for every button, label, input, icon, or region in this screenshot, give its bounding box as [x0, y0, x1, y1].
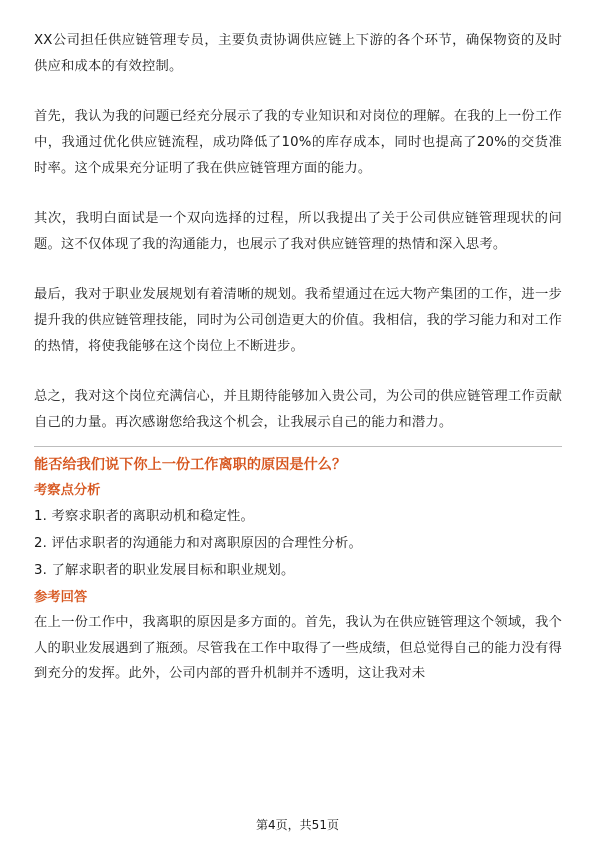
answer-heading: 参考回答 — [34, 590, 88, 605]
page-content — [34, 28, 562, 687]
analysis-point: 3. 了解求职者的职业发展目标和职业规划。 — [34, 563, 295, 578]
analysis-point: 2. 评估求职者的沟通能力和对离职原因的合理性分析。 — [34, 536, 362, 551]
body-paragraph: XX公司担任供应链管理专员，主要负责协调供应链上下游的各个环节，确保物资的及时供应和成本的有效控制。 — [34, 33, 562, 74]
analysis-heading: 考察点分析 — [34, 483, 101, 498]
analysis-list — [34, 503, 562, 584]
answer-text: 在上一份工作中，我离职的原因是多方面的。首先，我认为在供应链管理这个领域，我个人的职业发展遇到了瓶颈。尽管我在工作中取得了一些成绩，但总觉得自己的能力没有得到充分的发挥。此外，公司内部的晋升机制并不透明，这让我对未 — [34, 615, 562, 681]
body-paragraph: 最后，我对于职业发展规划有着清晰的规划。我希望通过在远大物产集团的工作，进一步提升我的供应链管理技能，同时为公司创造更大的价值。我相信，我的学习能力和对工作的热情，将使我能够在这个岗位上不断进步。 — [34, 287, 562, 354]
body-paragraph: 总之，我对这个岗位充满信心，并且期待能够加入贵公司，为公司的供应链管理工作贡献自己的力量。再次感谢您给我这个机会，让我展示自己的能力和潜力。 — [34, 389, 562, 430]
question-title: 能否给我们说下你上一份工作离职的原因是什么？ — [34, 457, 347, 473]
body-paragraph: 首先，我认为我的问题已经充分展示了我的专业知识和对岗位的理解。在我的上一份工作中，我通过优化供应链流程，成功降低了10%的库存成本，同时也提高了20%的交货准时率。这个成果充分证明了我在供应链管理方面的能力。 — [34, 109, 562, 176]
section-divider — [34, 446, 562, 447]
page-number: 第4页，共51页 — [256, 818, 339, 832]
body-paragraph: 其次，我明白面试是一个双向选择的过程，所以我提出了关于公司供应链管理现状的问题。这不仅体现了我的沟通能力，也展示了我对供应链管理的热情和深入思考。 — [34, 211, 562, 252]
analysis-point: 1. 考察求职者的离职动机和稳定性。 — [34, 509, 254, 524]
